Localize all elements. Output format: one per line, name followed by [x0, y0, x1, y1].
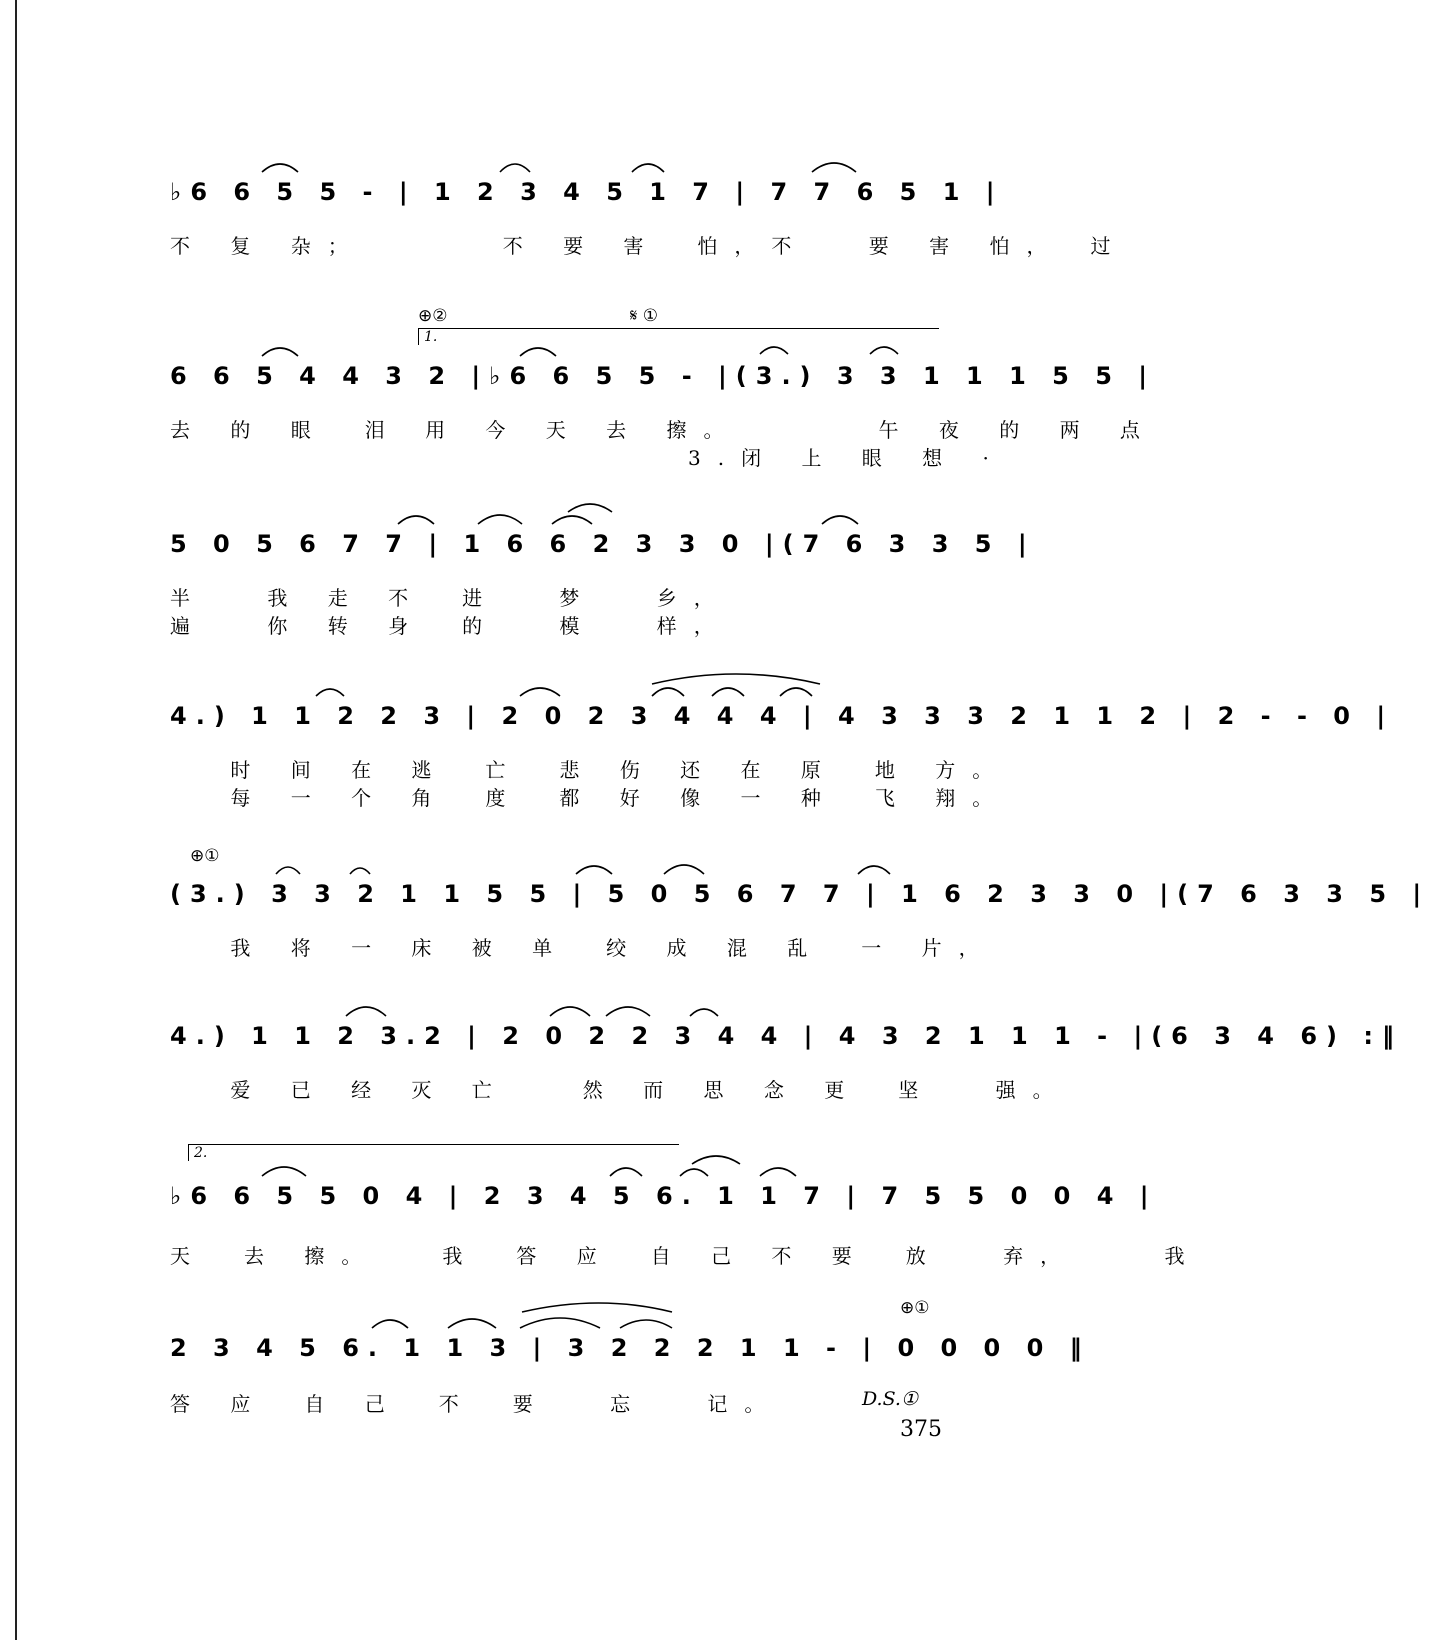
binding-edge-line	[15, 0, 17, 1640]
volta-bracket	[418, 328, 939, 345]
notation-line: ♭6 6 5 5 - | 1 2 3 4 5 1 7 | 7 7 6 5 1 |	[170, 178, 1004, 206]
notation-line: 4.) 1 1 2 2 3 | 2 0 2 3 4 4 4 | 4 3 3 3 2 1 1 2 | 2 - - 0 |	[170, 702, 1395, 730]
lyric-line: 半 我 走 不 进 梦 乡，	[170, 586, 731, 610]
lyric-line: 每 一 个 角 度 都 好 像 一 种 飞 翔。	[170, 786, 1010, 810]
notation-line: (3.) 3 3 2 1 1 5 5 | 5 0 5 6 7 7 | 1 6 2 3 3 0 |(7 6 3 3 5 |	[170, 880, 1430, 908]
notation-line: 2 3 4 5 6. 1 1 3 | 3 2 2 2 1 1 - | 0 0 0 0 ‖	[170, 1334, 1091, 1362]
lyric-line: 我 将 一 床 被 单 绞 成 混 乱 一 片，	[170, 936, 996, 960]
coda-mark: ⊕①	[190, 846, 220, 866]
notation-line: 5 0 5 6 7 7 | 1 6 6 2 3 3 0 |(7 6 3 3 5 |	[170, 530, 1036, 558]
lyric-line: 爱 已 经 灭 亡 然 而 思 念 更 坚 强。	[170, 1078, 1070, 1102]
lyric-line: 不 复 杂； 不 要 害 怕，不 要 害 怕， 过	[170, 234, 1128, 258]
lyric-line: 3.闭 上 眼 想 ·	[170, 446, 1006, 470]
dal-segno-mark: D.S.①	[862, 1388, 919, 1410]
volta-label: 1.	[424, 329, 438, 345]
notation-line: ♭6 6 5 5 0 4 | 2 3 4 5 6. 1 1 7 | 7 5 5 0 0 4 |	[170, 1182, 1158, 1210]
page-number: 375	[900, 1417, 942, 1442]
notation-line: 4.) 1 1 2 3.2 | 2 0 2 2 3 4 4 | 4 3 2 1 1 1 - |(6 3 4 6) :‖	[170, 1022, 1403, 1050]
lyric-line: 答 应 自 己 不 要 忘 记。	[170, 1392, 782, 1416]
segno-mark: 𝄋 ①	[630, 306, 658, 326]
lyric-line: 去 的 眼 泪 用 今 天 去 擦。 午 夜 的 两 点	[170, 418, 1157, 442]
lyric-line: 天 去 擦。 我 答 应 自 己 不 要 放 弃， 我	[170, 1244, 1202, 1268]
coda-mark: ⊕①	[900, 1298, 930, 1318]
lyric-line: 时 间 在 逃 亡 悲 伤 还 在 原 地 方。	[170, 758, 1010, 782]
volta-bracket	[188, 1144, 679, 1161]
coda-mark: ⊕②	[418, 306, 448, 326]
notation-line: 6 6 5 4 4 3 2 |♭6 6 5 5 - |(3.) 3 3 1 1 1 5 5 |	[170, 362, 1157, 390]
volta-label: 2.	[194, 1145, 208, 1161]
lyric-line: 遍 你 转 身 的 模 样，	[170, 614, 731, 638]
